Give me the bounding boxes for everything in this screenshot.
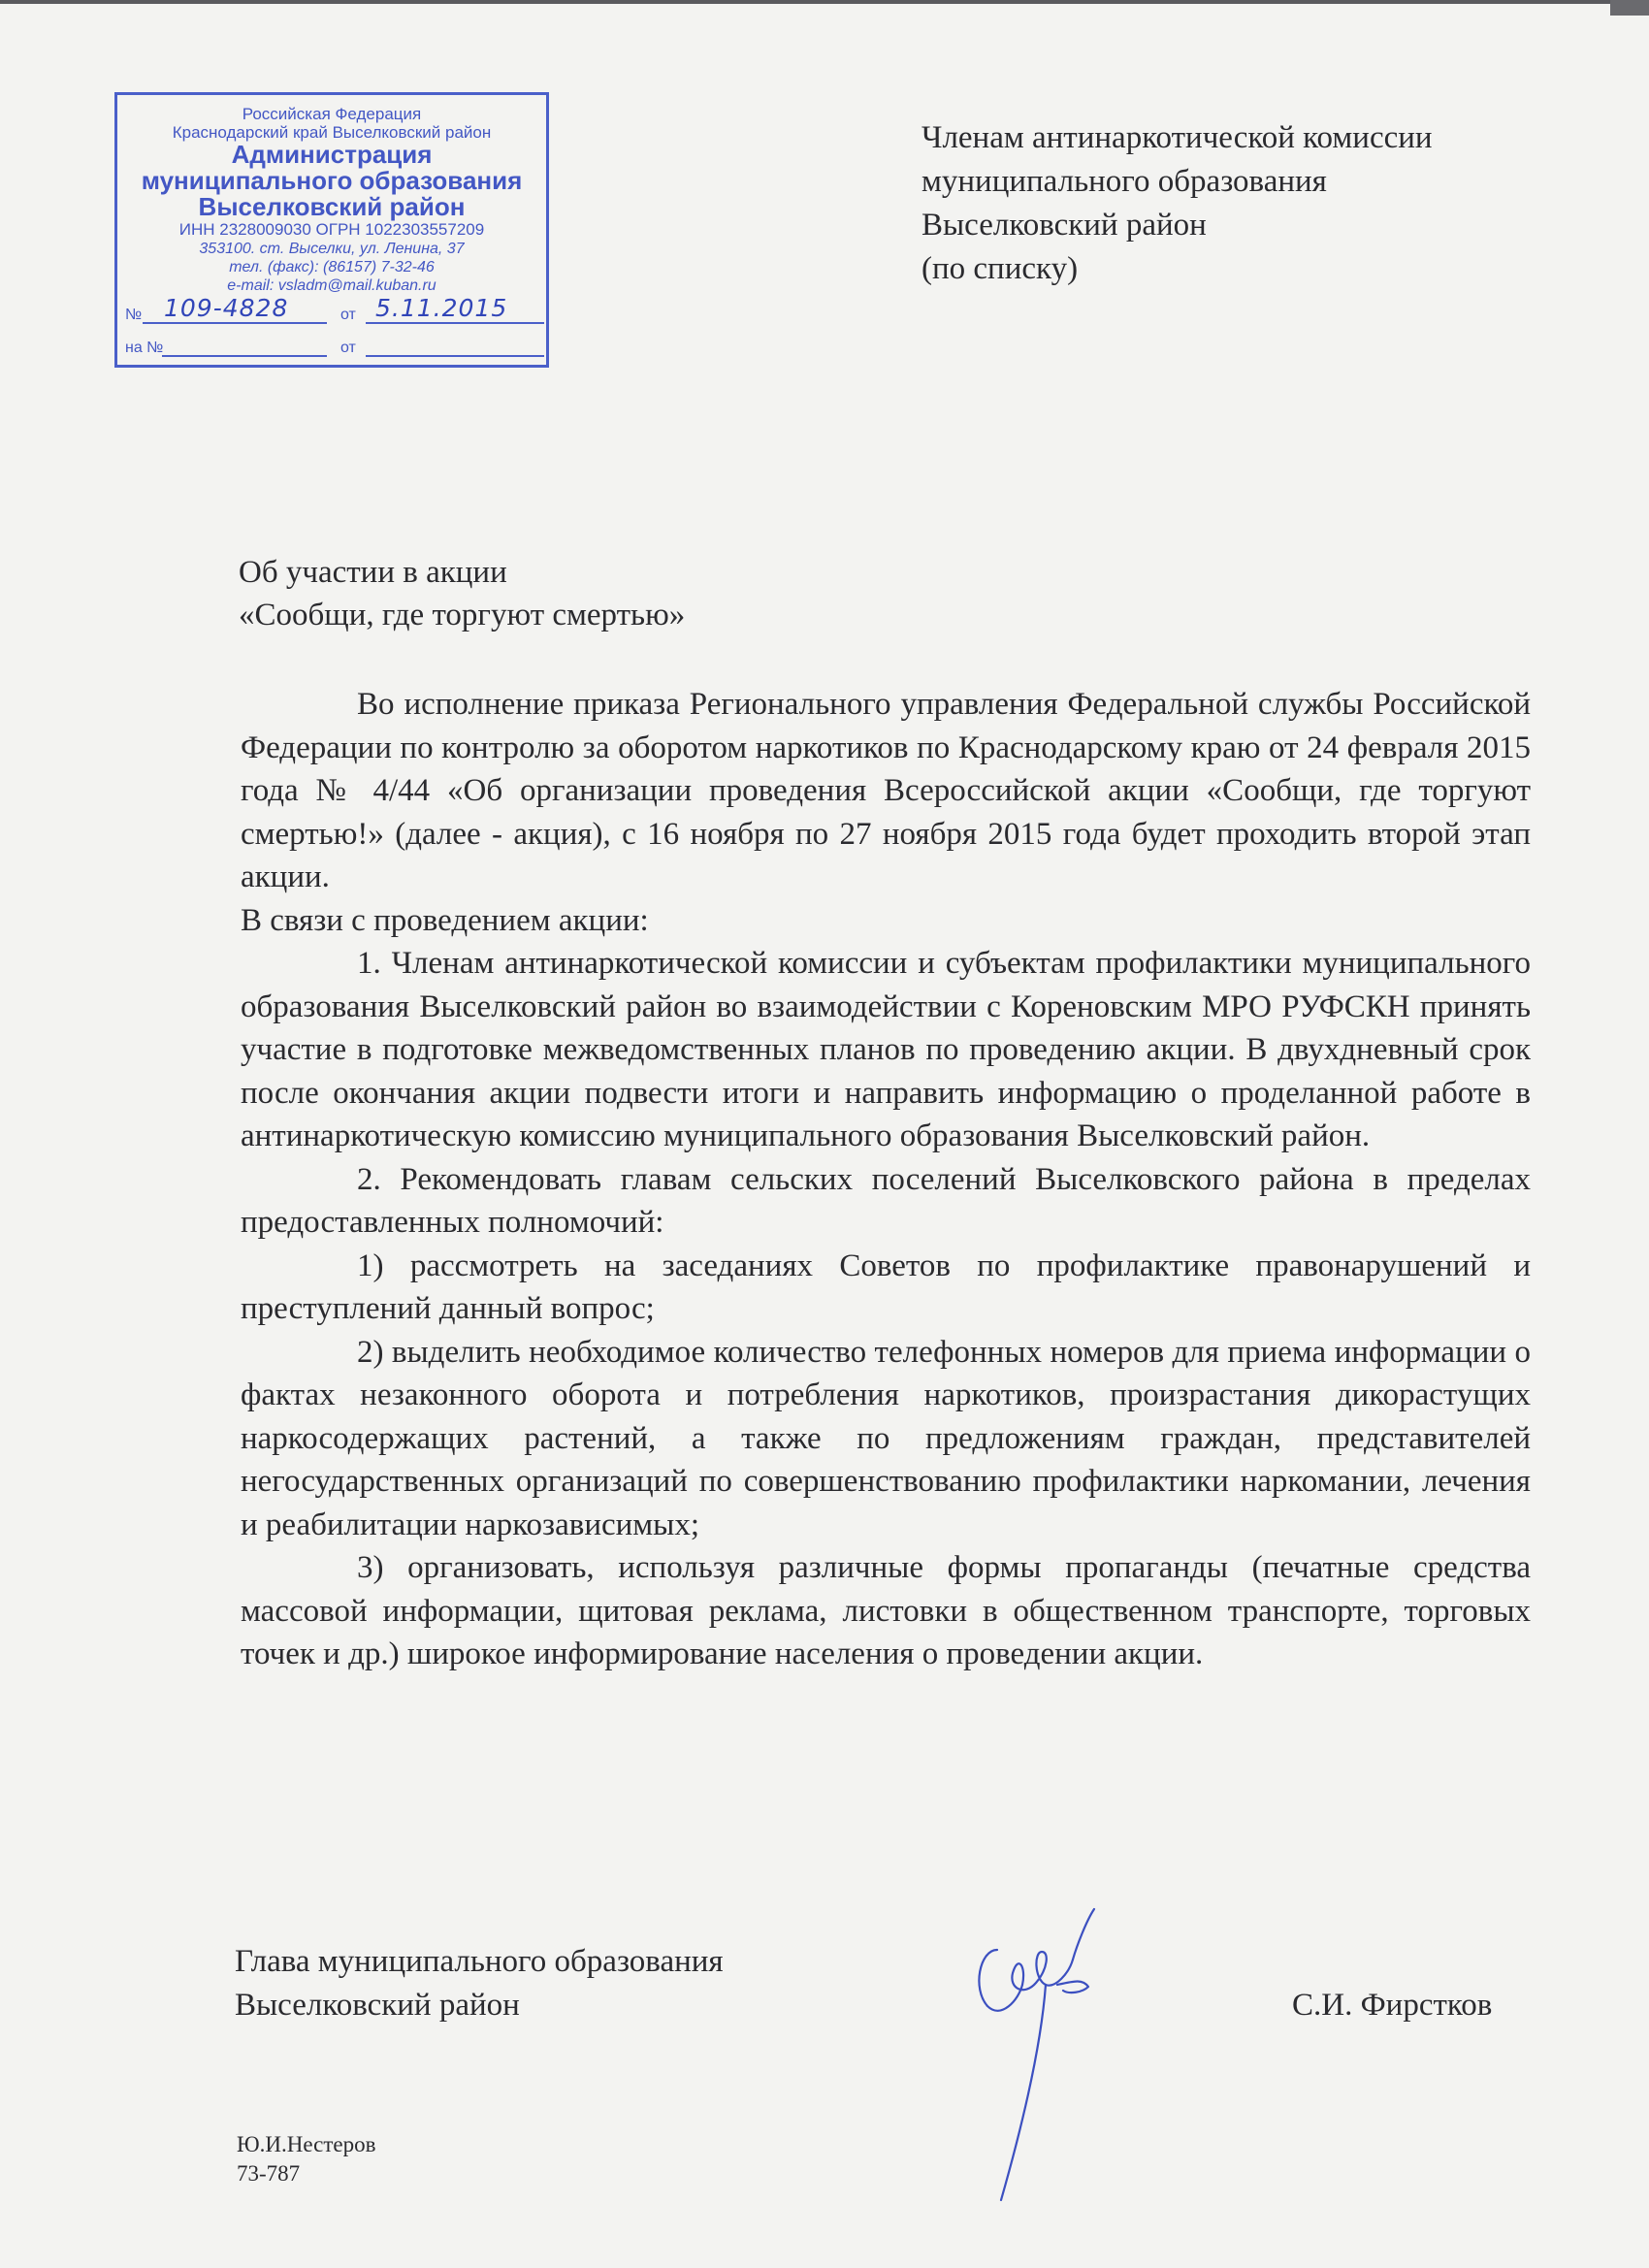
stamp-from-label: от: [340, 307, 356, 323]
subject-block: [239, 551, 685, 636]
page-corner-mark: [1610, 0, 1649, 16]
letter-body: [241, 683, 1531, 1676]
body-paragraph: 1. Членам антинаркотической комиссии и субъектам профилактики муниципального образования Выселковский район во взаимодействии с Кореновским МРО РУФСКН принять участие в подготовке межведомственных планов по проведению акции. В двухдневный срок после окончания акции подвести итоги и направить информацию о проделанной работе в антинаркотическую комиссию муниципального образования Выселковский район.: [241, 946, 1531, 1153]
stamp-address: 353100. ст. Выселки, ул. Ленина, 37: [199, 241, 465, 257]
stamp-email: e-mail: vsladm@mail.kuban.ru: [227, 277, 436, 294]
subject-line: Об участии в акции: [239, 555, 507, 590]
subject-line: «Сообщи, где торгуют смертью»: [239, 598, 686, 632]
signatory-position-line: Глава муниципального образования: [235, 1944, 724, 1979]
signatory-name: С.И. Фирстков: [1292, 1988, 1493, 2023]
stamp-reply-label: на №: [125, 340, 164, 356]
official-stamp: [114, 92, 549, 368]
stamp-region: Краснодарский край Выселковский район: [172, 123, 492, 142]
executor-name: Ю.И.Нестеров: [237, 2132, 376, 2156]
page-top-edge: [0, 0, 1649, 4]
body-paragraph: В связи с проведением акции:: [241, 902, 649, 938]
body-paragraph: 3) организовать, используя различные формы пропаганды (печатные средства массовой информации, щитовая реклама, листовки в общественном транспорте, торговых точек и др.) широкое информирование населения о проведении акции.: [241, 1550, 1531, 1671]
body-paragraph: 2. Рекомендовать главам сельских поселений Выселковского района в пределах предоставленных полномочий:: [241, 1161, 1531, 1240]
body-paragraph: Во исполнение приказа Регионального управления Федеральной службы Российской Федерации по контролю за оборотом наркотиков по Краснодарскому краю от 24 февраля 2015 года № 4/44 «Об организации проведения Всероссийской акции «Сообщи, где торгуют смертью!» (далее - акция), с 16 ноября по 27 ноября 2015 года будет проходить второй этап акции.: [241, 687, 1531, 894]
signatory-position: [235, 1940, 724, 2027]
stamp-org-line3: Выселковский район: [198, 192, 466, 221]
executor-phone: 73-787: [237, 2161, 301, 2186]
addressee-line: муниципального образования: [922, 164, 1327, 199]
stamp-org-line2: муниципального образования: [141, 166, 523, 195]
addressee-line: Выселковский район: [922, 208, 1207, 243]
stamp-reply-from-label: от: [340, 340, 356, 356]
addressee-line: (по списку): [922, 251, 1079, 286]
addressee-block: [922, 116, 1433, 291]
signatory-position-line: Выселковский район: [235, 1988, 520, 2023]
body-paragraph: 1) рассмотреть на заседаниях Советов по профилактике правонарушений и преступлений данный вопрос;: [241, 1247, 1531, 1326]
handwritten-signature: [941, 1892, 1135, 2212]
stamp-outgoing-number: 109-4828: [164, 294, 289, 322]
stamp-outgoing-date: 5.11.2015: [375, 294, 508, 322]
stamp-phone: тел. (факс): (86157) 7-32-46: [229, 259, 435, 275]
stamp-outgoing-row: [125, 294, 542, 324]
stamp-org-line1: Администрация: [231, 140, 433, 169]
stamp-ids: ИНН 2328009030 ОГРН 1022303557209: [178, 220, 485, 239]
body-paragraph: 2) выделить необходимое количество телефонных номеров для приема информации о фактах незаконного оборота и потребления наркотиков, произрастания дикорастущих наркосодержащих растений, а также по предложениям граждан, представителей негосударственных организаций по совершенствованию профилактики наркомании, лечения и реабилитации наркозависимых;: [241, 1334, 1531, 1542]
stamp-number-label: №: [125, 307, 143, 323]
stamp-country: Российская Федерация: [242, 105, 422, 123]
executor-block: [237, 2130, 375, 2188]
stamp-reply-row: [125, 334, 542, 357]
addressee-line: Членам антинаркотической комиссии: [922, 120, 1433, 155]
